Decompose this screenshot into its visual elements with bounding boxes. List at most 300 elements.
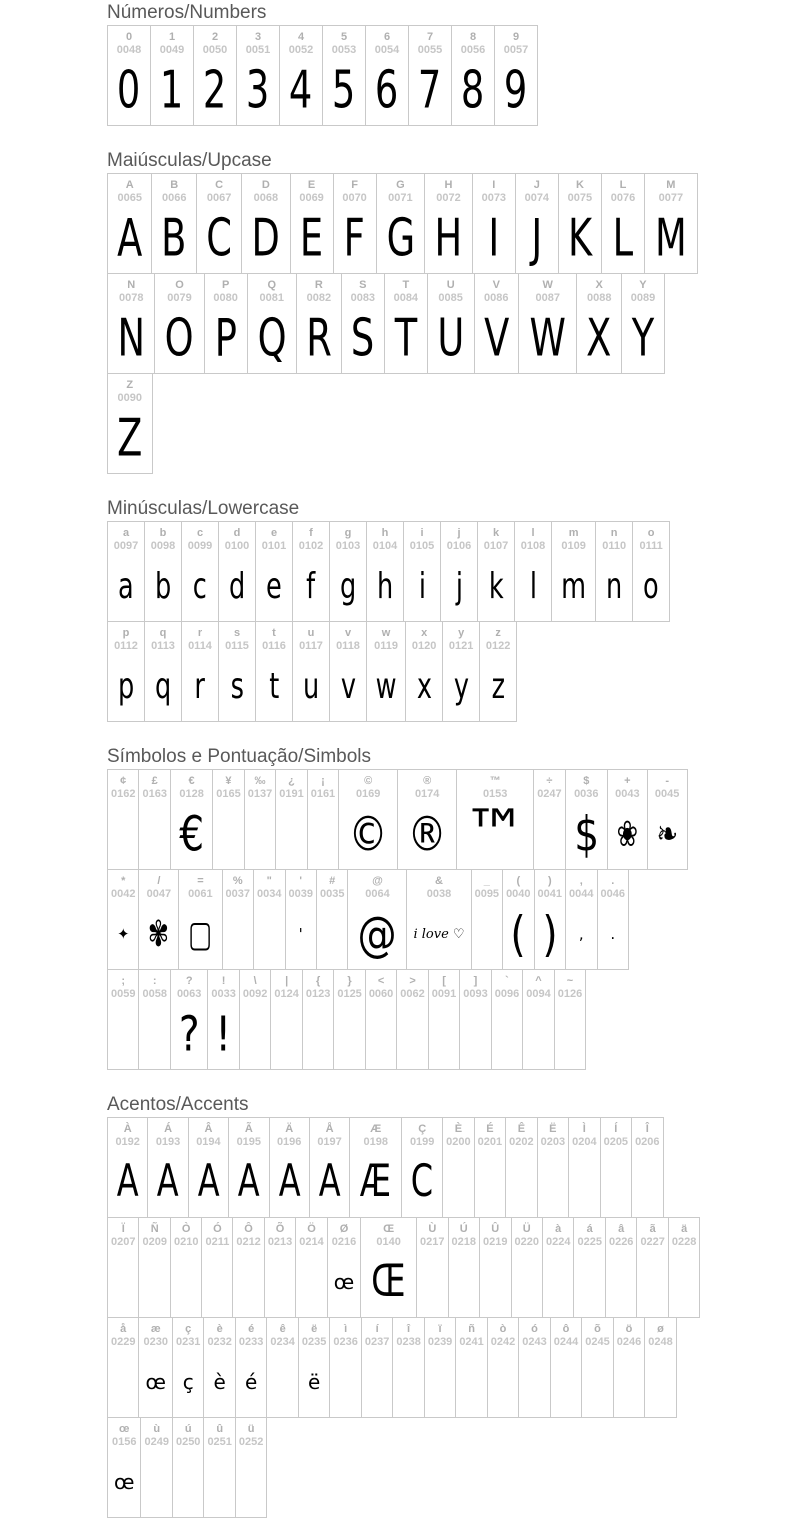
glyph-cell [554, 969, 586, 1070]
cell-header [111, 773, 135, 801]
glyph-row [107, 1117, 664, 1218]
cell-header [636, 525, 666, 553]
cell-glyph [580, 305, 618, 371]
cell-code: 0197 [317, 1136, 342, 1148]
cell-char: í [375, 1323, 379, 1335]
cell-glyph [200, 205, 238, 271]
cell-header [519, 177, 555, 205]
glyph-cell [518, 273, 577, 374]
cell-glyph [207, 1349, 231, 1415]
cell-glyph-char: b [154, 564, 172, 607]
cell-glyph [569, 801, 604, 867]
cell-glyph [459, 1349, 483, 1415]
cell-char: * [121, 875, 126, 887]
cell-char: ' [299, 875, 303, 887]
cell-header [478, 1121, 502, 1149]
section-numbers [107, 2, 707, 126]
cell-glyph-char: A [157, 1155, 180, 1208]
glyph-cell [236, 25, 280, 126]
cell-glyph-char: M [654, 207, 687, 268]
cell-glyph-char: ' [298, 924, 303, 943]
cell-code: 0100 [224, 540, 250, 552]
glyph-cell [505, 1117, 537, 1218]
glyph-cell [644, 1317, 676, 1418]
cell-code: 0225 [577, 1236, 602, 1248]
cell-glyph [300, 305, 338, 371]
cell-header [412, 29, 448, 57]
cell-header [185, 525, 215, 553]
glyph-cell [255, 521, 293, 622]
cell-code: 0089 [630, 292, 656, 304]
cell-glyph [428, 1349, 452, 1415]
cell-glyph [197, 57, 233, 123]
cell-code: 0196 [276, 1136, 302, 1148]
cell-header [251, 277, 293, 305]
cell-glyph [446, 1149, 470, 1215]
cell-code: 0104 [372, 540, 398, 552]
cell-glyph [111, 553, 141, 619]
cell-glyph-char: q [154, 664, 172, 707]
cell-char: Ñ [150, 1223, 159, 1235]
cell-code: 0039 [288, 888, 313, 900]
cell-char: ã [649, 1223, 656, 1235]
glyph-cell [222, 869, 254, 970]
cell-code: 0106 [446, 540, 472, 552]
cell-glyph [142, 1249, 166, 1315]
cell-char: A [125, 179, 134, 191]
glyph-cell [232, 1217, 264, 1318]
glyph-cell [327, 1217, 361, 1318]
cell-char: r [197, 627, 203, 639]
cell-code: 0077 [658, 192, 684, 204]
cell-code: 0119 [374, 640, 399, 652]
cell-glyph [617, 1349, 641, 1415]
cell-glyph [636, 553, 666, 619]
cell-char: & [435, 875, 443, 887]
cell-code: 0088 [586, 292, 612, 304]
cell-code: 0251 [207, 1436, 232, 1448]
cell-glyph-char: O [165, 307, 195, 368]
cell-char: ñ [468, 1323, 475, 1335]
glyph-cell [647, 769, 688, 870]
cell-char: I [492, 179, 496, 191]
cell-char: G [396, 179, 405, 191]
section-title: Minúsculas/Lowercase [107, 498, 300, 519]
cell-code: 0246 [616, 1336, 642, 1348]
cell-glyph [208, 305, 244, 371]
cell-char: ê [279, 1323, 286, 1335]
cell-char: É [486, 1123, 494, 1135]
glyph-cell [366, 521, 404, 622]
cell-code: 0120 [411, 640, 437, 652]
cell-header [154, 29, 190, 57]
cell-code: 0105 [409, 540, 435, 552]
cell-header [144, 1421, 168, 1449]
cell-char: Ó [213, 1223, 222, 1235]
cell-header [111, 1321, 135, 1349]
cell-code: 0064 [365, 888, 390, 900]
cell-char: } [347, 975, 352, 987]
cell-glyph-char: Y [631, 307, 655, 368]
cell-char: Ò [181, 1223, 191, 1235]
cell-char: i [420, 527, 424, 539]
cell-char: Â [204, 1123, 213, 1135]
cell-code: 0098 [150, 540, 176, 552]
glyph-cell [253, 869, 285, 970]
cell-code: 0229 [111, 1336, 136, 1348]
cell-code: 0237 [364, 1336, 390, 1348]
cell-glyph-char: H [434, 207, 463, 268]
cell-glyph [245, 205, 286, 271]
cell-glyph-char: s [230, 664, 244, 707]
glyph-cell [459, 969, 491, 1070]
cell-glyph [289, 901, 313, 967]
cell-glyph-char: D [251, 207, 281, 268]
cell-char: K [575, 179, 584, 191]
cell-glyph [541, 1149, 565, 1215]
glyph-cell [631, 1117, 663, 1218]
cell-code: 0174 [414, 788, 440, 800]
cell-glyph [481, 553, 511, 619]
cell-glyph-char: X [586, 307, 612, 368]
cell-glyph [111, 801, 135, 867]
cell-char: W [542, 279, 553, 291]
cell-char: # [329, 875, 336, 887]
cell-code: 0193 [155, 1136, 181, 1148]
glyph-cell [107, 273, 155, 374]
cell-header [345, 277, 381, 305]
glyph-cell [144, 521, 182, 622]
cell-glyph-char: ? [178, 1005, 200, 1063]
cell-glyph [455, 57, 491, 123]
cell-char: Ö [307, 1223, 316, 1235]
cell-header [158, 277, 200, 305]
cell-code: 0239 [427, 1336, 453, 1348]
cell-header [572, 1121, 596, 1149]
cell-code: 0108 [520, 540, 546, 552]
cell-glyph [648, 205, 694, 271]
cell-code: 0065 [117, 192, 142, 204]
cell-glyph [174, 1249, 198, 1315]
cell-glyph-char: i love ♡ [413, 926, 465, 942]
cell-header [273, 1121, 306, 1149]
cell-glyph [176, 1449, 200, 1515]
cell-code: 0056 [460, 44, 486, 56]
cell-char: ` [505, 975, 509, 987]
glyph-cell [295, 1217, 327, 1318]
cell-header [428, 1321, 452, 1349]
cell-code: 0101 [261, 540, 287, 552]
cell-glyph-char: A [116, 1155, 139, 1208]
cell-code: 0055 [417, 44, 443, 56]
glyph-cell [203, 1417, 235, 1518]
glyph-cell [607, 769, 648, 870]
cell-header [617, 1321, 641, 1349]
cell-glyph-char: A [117, 207, 143, 268]
section-title: Acentos/Accents [107, 1094, 249, 1115]
cell-char: Í [614, 1123, 618, 1135]
cell-header [396, 1321, 420, 1349]
cell-code: 0200 [446, 1136, 471, 1148]
glyph-cell [533, 769, 565, 870]
cell-glyph [515, 1249, 539, 1315]
cell-glyph [259, 553, 289, 619]
cell-glyph-char: A [237, 1155, 260, 1208]
cell-header [207, 1421, 231, 1449]
cell-glyph [483, 653, 513, 719]
cell-glyph-char: l [529, 564, 537, 607]
cell-glyph [555, 553, 592, 619]
cell-code: 0048 [116, 44, 142, 56]
cell-char: Ç [418, 1123, 427, 1135]
cell-char: ‰ [254, 775, 266, 787]
glyph-cell [228, 1117, 269, 1218]
cell-char: k [492, 527, 500, 539]
cell-glyph [111, 1249, 135, 1315]
cell-glyph [572, 1149, 596, 1215]
glyph-cell [474, 273, 519, 374]
cell-glyph [409, 653, 439, 719]
glyph-row [107, 273, 665, 374]
cell-glyph [176, 1349, 200, 1415]
cell-header [555, 525, 592, 553]
cell-code: 0034 [257, 888, 282, 900]
glyph-cell [235, 1417, 267, 1518]
cell-char: Ë [549, 1123, 557, 1135]
cell-glyph [476, 205, 512, 271]
cell-code: 0122 [485, 640, 511, 652]
glyph-cell [107, 1317, 139, 1418]
glyph-cell [147, 1117, 188, 1218]
cell-glyph [483, 1249, 507, 1315]
cell-header [599, 525, 629, 553]
glyph-cell [427, 273, 475, 374]
cell-glyph-char: i [418, 564, 426, 607]
cell-code: 0095 [474, 888, 500, 900]
cell-char: E [307, 179, 316, 191]
cell-glyph [320, 901, 344, 967]
cell-glyph [498, 57, 534, 123]
cell-glyph-char: ▢ [188, 912, 213, 955]
cell-char: < [377, 975, 385, 987]
cell-code: 0211 [205, 1236, 230, 1248]
cell-code: 0205 [603, 1136, 629, 1148]
cell-header [257, 873, 281, 901]
cell-glyph-char: Z [117, 407, 143, 468]
cell-code: 0192 [115, 1136, 140, 1148]
cell-glyph [236, 1249, 260, 1315]
cell-glyph [296, 653, 326, 719]
cell-code: 0235 [301, 1336, 327, 1348]
cell-header [240, 29, 276, 57]
section-upper [107, 150, 707, 474]
cell-glyph-char: J [531, 207, 543, 268]
glyph-cell [644, 173, 698, 274]
cell-header [313, 1121, 346, 1149]
cell-char: æ [150, 1323, 161, 1335]
cell-code: 0071 [388, 192, 413, 204]
cell-header [111, 525, 141, 553]
glyph-cell [181, 521, 219, 622]
cell-char: Ê [517, 1123, 526, 1135]
cell-code: 0128 [179, 788, 204, 800]
cell-char: ù [153, 1423, 161, 1435]
cell-char: Ô [244, 1223, 253, 1235]
cell-header [248, 773, 272, 801]
glyph-cell [329, 1317, 361, 1418]
cell-header [526, 973, 550, 1001]
cell-code: 0202 [509, 1136, 534, 1148]
cell-char: ¿ [288, 775, 295, 787]
cell-header [428, 177, 469, 205]
cell-glyph [222, 653, 252, 719]
cell-header [625, 277, 661, 305]
cell-glyph [311, 801, 335, 867]
cell-char: Û [491, 1223, 500, 1235]
glyph-row [107, 25, 538, 126]
glyph-cell [600, 1117, 632, 1218]
cell-glyph [185, 553, 215, 619]
cell-glyph [342, 801, 394, 867]
cell-char: ó [531, 1323, 538, 1335]
cell-glyph [599, 553, 629, 619]
cell-char: Y [639, 279, 647, 291]
cell-glyph-char: , [578, 924, 584, 943]
cell-glyph-char: œ [333, 1270, 355, 1294]
glyph-cell [290, 173, 334, 274]
cell-glyph-char: Œ [371, 1255, 406, 1308]
glyph-cell [392, 1317, 424, 1418]
cell-char: ? [185, 975, 193, 987]
cell-glyph [475, 901, 499, 967]
cell-char: S [359, 279, 367, 291]
cell-char: ! [221, 975, 226, 987]
cell-glyph [331, 1249, 357, 1315]
cell-glyph [216, 801, 240, 867]
cell-header [452, 1221, 476, 1249]
cell-char: c [196, 527, 204, 539]
cell-glyph-char: p [117, 664, 135, 707]
cell-header [478, 277, 515, 305]
glyph-row [107, 1317, 677, 1418]
glyph-cell [605, 1217, 637, 1318]
cell-code: 0075 [567, 192, 593, 204]
cell-code: 0078 [118, 292, 144, 304]
cell-header [476, 177, 512, 205]
glyph-cell [107, 373, 153, 474]
glyph-cell [347, 869, 407, 970]
cell-glyph-char: x [416, 664, 432, 707]
glyph-cell [292, 621, 330, 722]
cell-header [222, 625, 252, 653]
glyph-cell [201, 1217, 233, 1318]
cell-header [518, 525, 548, 553]
glyph-cell [565, 769, 608, 870]
cell-glyph [554, 1349, 578, 1415]
glyph-row [107, 969, 586, 1070]
glyph-cell [170, 969, 208, 1070]
glyph-cell [601, 173, 645, 274]
cell-glyph-char: f [306, 564, 316, 607]
cell-header [337, 973, 361, 1001]
cell-glyph [313, 1149, 346, 1215]
cell-code: 0245 [585, 1336, 610, 1348]
cell-header [538, 873, 562, 901]
cell-header [342, 773, 394, 801]
cell-char: Õ [275, 1223, 285, 1235]
glyph-cell [218, 521, 256, 622]
cell-char: ) [547, 875, 552, 887]
cell-code: 0084 [393, 292, 419, 304]
cell-glyph [604, 1149, 628, 1215]
cell-glyph [111, 1349, 135, 1415]
cell-header [142, 1321, 168, 1349]
cell-header [585, 1321, 609, 1349]
cell-glyph-char: ® [407, 805, 447, 863]
cell-char: œ [119, 1423, 130, 1435]
cell-code: 0162 [111, 788, 136, 800]
cell-header [475, 873, 499, 901]
cell-header [495, 973, 519, 1001]
cell-code: 0161 [310, 788, 336, 800]
cell-header [351, 873, 403, 901]
cell-char: î [407, 1323, 411, 1335]
glyph-cell [322, 25, 366, 126]
glyph-cell [107, 969, 139, 1070]
cell-code: 0252 [238, 1436, 264, 1448]
glyph-cell [581, 1317, 613, 1418]
cell-header [605, 177, 641, 205]
cell-header [554, 1321, 578, 1349]
cell-glyph [283, 57, 319, 123]
cell-char: ¥ [225, 775, 232, 787]
glyph-cell [406, 869, 471, 970]
cell-code: 0140 [376, 1236, 401, 1248]
cell-code: 0226 [608, 1236, 634, 1248]
cell-header [174, 973, 204, 1001]
cell-char: 7 [426, 31, 434, 43]
cell-code: 0125 [337, 988, 362, 1000]
glyph-cell [558, 173, 602, 274]
glyph-cell [451, 25, 495, 126]
cell-char: M [666, 179, 676, 191]
glyph-cell [568, 1117, 600, 1218]
cell-glyph-char: F [343, 207, 366, 268]
cell-header [569, 873, 593, 901]
cell-glyph [428, 205, 469, 271]
cell-glyph-char: E [299, 207, 324, 268]
cell-header [380, 177, 422, 205]
cell-glyph-char: v [340, 664, 356, 707]
cell-glyph [640, 1249, 664, 1315]
cell-header [207, 1321, 231, 1349]
cell-header [176, 1421, 200, 1449]
glyph-cell [396, 969, 428, 1070]
glyph-cell [542, 1217, 574, 1318]
glyph-cell [239, 969, 271, 1070]
cell-code: 0092 [242, 988, 268, 1000]
cell-glyph [111, 1449, 137, 1515]
cell-header [455, 29, 491, 57]
cell-glyph-char: ç [182, 1370, 194, 1394]
cell-glyph [353, 1149, 398, 1215]
cell-code: 0035 [319, 888, 345, 900]
cell-header [259, 525, 289, 553]
cell-header [302, 1321, 326, 1349]
cell-header [483, 1221, 507, 1249]
cell-header [142, 973, 166, 1001]
cell-glyph [251, 305, 293, 371]
